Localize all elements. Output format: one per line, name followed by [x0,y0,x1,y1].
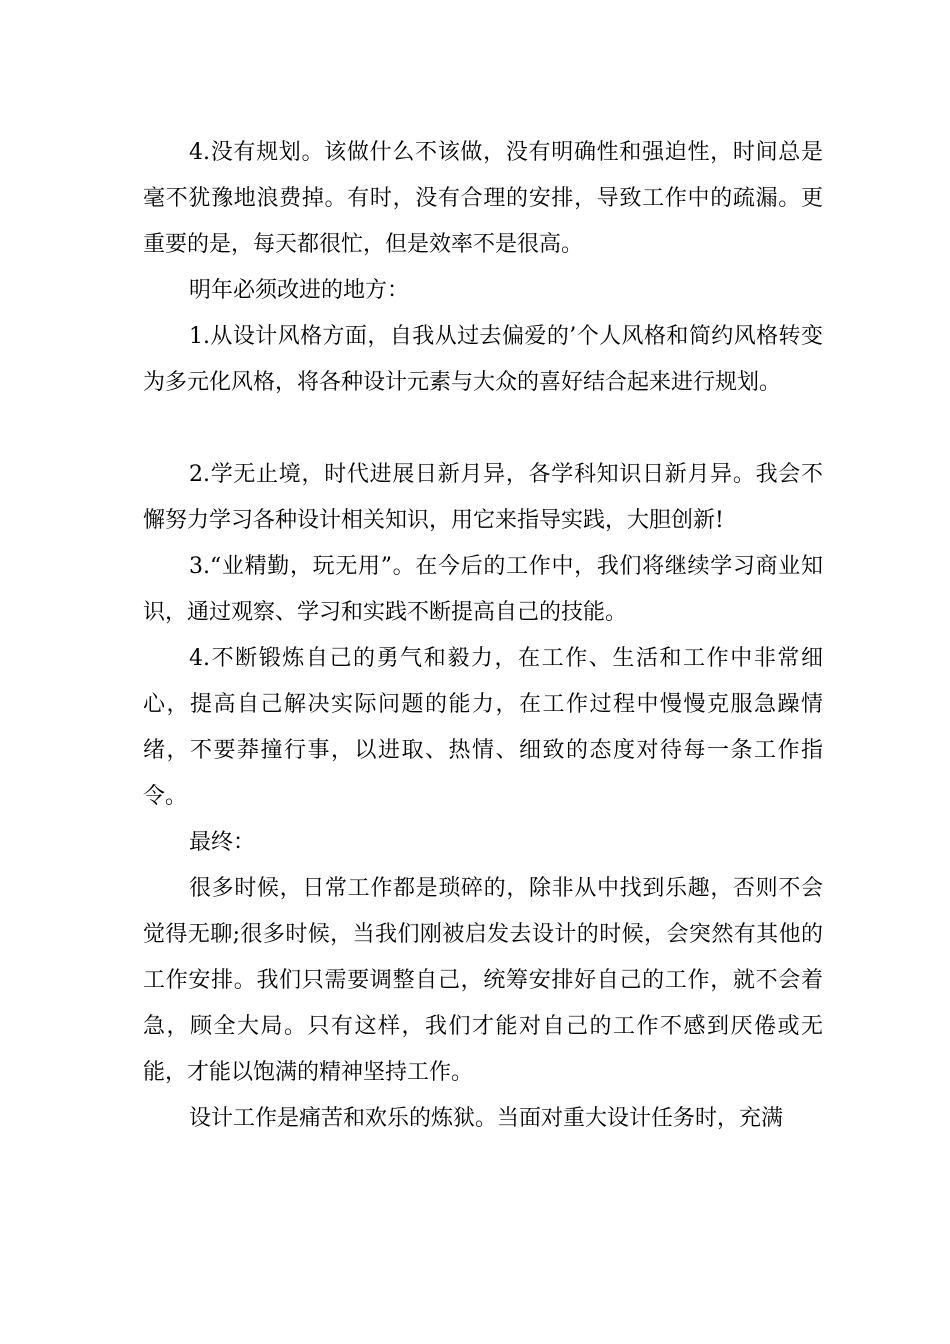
document-body [143,130,823,1142]
paragraph-improvements-heading: 明年必须改进的地方： [189,278,410,303]
blank-line [143,406,823,452]
paragraph-improvement-1: 1.从设计风格方面，自我从过去偏爱的’个人风格和简约风格转变为多元化风格，将各种设计元素与大众的喜好结合起来进行规划。 [143,324,823,395]
paragraph-improvement-2: 2.学无止境，时代进展日新月异，各学科知识日新月异。我会不懈努力学习各种设计相关知识，用它来指导实践，大胆创新! [143,462,823,533]
paragraph-no-planning: 4.没有规划。该做什么不该做，没有明确性和强迫性，时间总是毫不犹豫地浪费掉。有时，没有合理的安排，导致工作中的疏漏。更重要的是，每天都很忙，但是效率不是很高。 [143,140,823,257]
paragraph-improvement-4: 4.不断锻炼自己的勇气和毅力，在工作、生活和工作中非常细心，提高自己解决实际问题的能力，在工作过程中慢慢克服急躁情绪，不要莽撞行事，以进取、热情、细致的态度对待每一条工作指令。 [143,646,823,809]
paragraph-design-work: 设计工作是痛苦和欢乐的炼狱。当面对重大设计任务时，充满 [189,1106,784,1131]
paragraph-conclusion-body: 很多时候，日常工作都是琐碎的，除非从中找到乐趣，否则不会觉得无聊;很多时候，当我们刚被启发去设计的时候，会突然有其他的工作安排。我们只需要调整自己，统筹安排好自己的工作，就不会着急，顾全大局。只有这样，我们才能对自己的工作不感到厌倦或无能，才能以饱满的精神坚持工作。 [143,876,823,1085]
paragraph-improvement-3: 3.“业精勤，玩无用”。在今后的工作中，我们将继续学习商业知识，通过观察、学习和实践不断提高自己的技能。 [143,554,823,625]
paragraph-conclusion-heading: 最终： [189,830,256,855]
